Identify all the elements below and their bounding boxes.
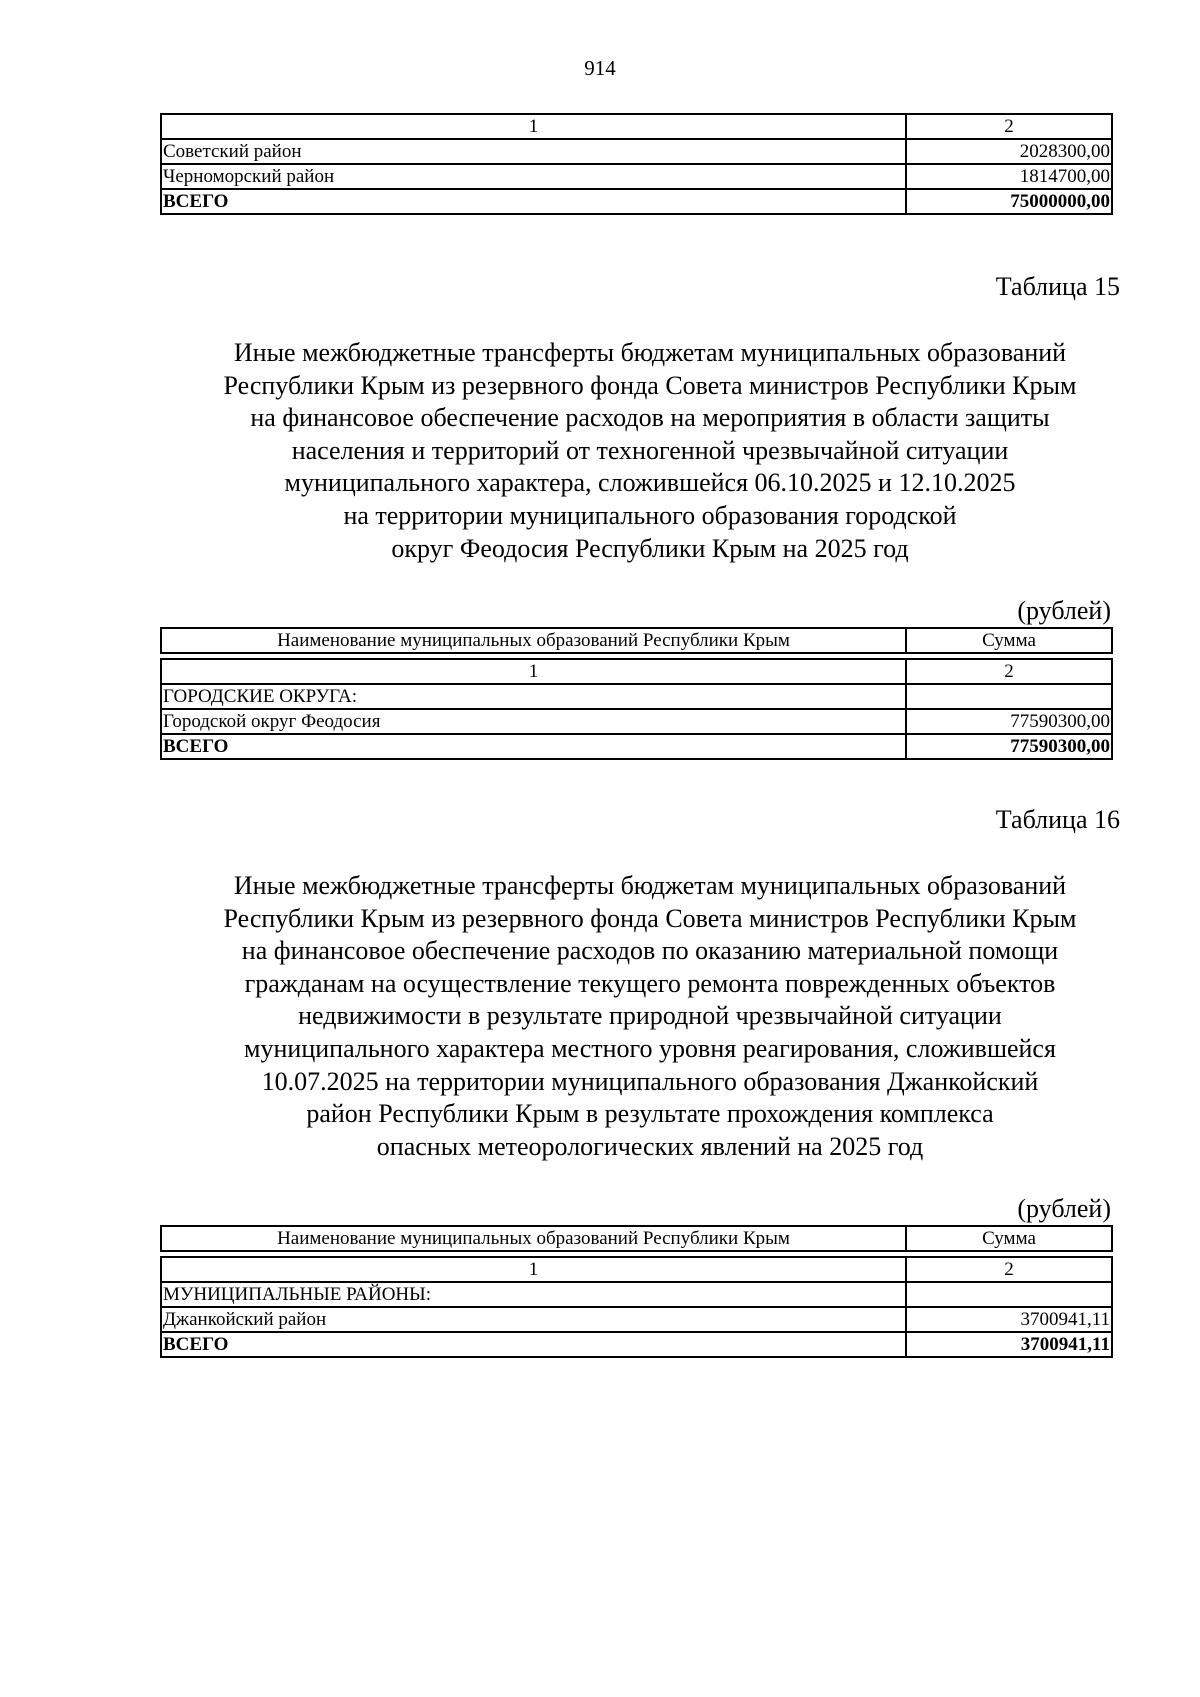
amount-cell: 3700941,11: [906, 1307, 1112, 1332]
column-number-cell: 2: [906, 114, 1112, 139]
heading-line: Республики Крым из резервного фонда Совета министров Республики Крым: [223, 370, 1077, 400]
header-row: [161, 628, 1112, 653]
table-row: [161, 709, 1112, 734]
heading-line: на территории муниципального образования городской: [343, 500, 957, 530]
heading-line: район Республики Крым в результате прохождения комплекса: [306, 1099, 994, 1129]
column-number-row: [161, 1257, 1112, 1282]
amount-cell: 2028300,00: [906, 139, 1112, 164]
heading-line: на финансовое обеспечение расходов по оказанию материальной помощи: [241, 936, 1059, 966]
column-number-row: [161, 114, 1112, 139]
heading-line: на финансовое обеспечение расходов на мероприятия в области защиты: [250, 403, 1050, 433]
header-name-cell: Наименование муниципальных образований Республики Крым: [161, 628, 906, 653]
table-16-units: (рублей): [1017, 1194, 1111, 1223]
header-row: [161, 1226, 1112, 1251]
empty-cell: [906, 684, 1112, 709]
heading-line: Иные межбюджетные трансферты бюджетам муниципальных образований: [233, 871, 1067, 900]
municipality-name-cell: Черноморский район: [161, 164, 906, 189]
table-row: [161, 164, 1112, 189]
amount-cell: 77590300,00: [906, 709, 1112, 734]
carryover-table: [160, 113, 1113, 215]
group-label-cell: ГОРОДСКИЕ ОКРУГА:: [161, 684, 906, 709]
total-amount-cell: 77590300,00: [906, 734, 1112, 759]
column-number-cell: 1: [161, 114, 906, 139]
header-sum-cell: Сумма: [906, 1226, 1112, 1251]
group-row: [161, 684, 1112, 709]
total-row: [161, 1332, 1112, 1357]
heading-line: опасных метеорологических явлений на 2025 год: [376, 1131, 924, 1161]
heading-line: муниципального характера, сложившейся 06.10.2025 и 12.10.2025: [284, 468, 1016, 498]
table-15-units: (рублей): [1017, 596, 1111, 625]
page-number: 914: [584, 56, 616, 80]
heading-line: гражданам на осуществление текущего ремонта поврежденных объектов: [244, 968, 1056, 998]
municipality-name-cell: Джанкойский район: [161, 1307, 906, 1332]
amount-cell: 1814700,00: [906, 164, 1112, 189]
table-15: [160, 627, 1113, 760]
column-number-cell: 2: [906, 1257, 1112, 1282]
municipality-name-cell: Советский район: [161, 139, 906, 164]
heading-line: муниципального характера местного уровня реагирования, сложившейся: [244, 1033, 1056, 1063]
total-row: [161, 189, 1112, 214]
total-row: [161, 734, 1112, 759]
heading-line: Иные межбюджетные трансферты бюджетам муниципальных образований: [233, 338, 1067, 367]
column-number-row: [161, 659, 1112, 684]
table-16-label: Таблица 16: [995, 805, 1120, 834]
empty-cell: [906, 1282, 1112, 1307]
column-number-cell: 2: [906, 659, 1112, 684]
total-amount-cell: 3700941,11: [906, 1332, 1112, 1357]
table-row: [161, 1307, 1112, 1332]
total-label-cell: ВСЕГО: [161, 734, 906, 759]
header-name-cell: Наименование муниципальных образований Республики Крым: [161, 1226, 906, 1251]
heading-line: 10.07.2025 на территории муниципального образования Джанкойский: [261, 1066, 1039, 1096]
heading-line: округ Феодосия Республики Крым на 2025 год: [391, 533, 909, 563]
heading-line: населения и территорий от техногенной чрезвычайной ситуации: [291, 435, 1009, 465]
group-row: [161, 1282, 1112, 1307]
heading-line: Республики Крым из резервного фонда Совета министров Республики Крым: [223, 903, 1077, 933]
municipality-name-cell: Городской округ Феодосия: [161, 709, 906, 734]
column-number-cell: 1: [161, 1257, 906, 1282]
header-sum-cell: Сумма: [906, 628, 1112, 653]
table-15-label: Таблица 15: [995, 272, 1120, 301]
group-label-cell: МУНИЦИПАЛЬНЫЕ РАЙОНЫ:: [161, 1282, 906, 1307]
table-15-heading: [120, 337, 1180, 565]
total-amount-cell: 75000000,00: [906, 189, 1112, 214]
column-number-cell: 1: [161, 659, 906, 684]
total-label-cell: ВСЕГО: [161, 189, 906, 214]
heading-line: недвижимости в результате природной чрезвычайной ситуации: [298, 1001, 1002, 1031]
total-label-cell: ВСЕГО: [161, 1332, 906, 1357]
table-row: [161, 139, 1112, 164]
table-16-heading: [120, 870, 1180, 1163]
table-16: [160, 1225, 1113, 1358]
